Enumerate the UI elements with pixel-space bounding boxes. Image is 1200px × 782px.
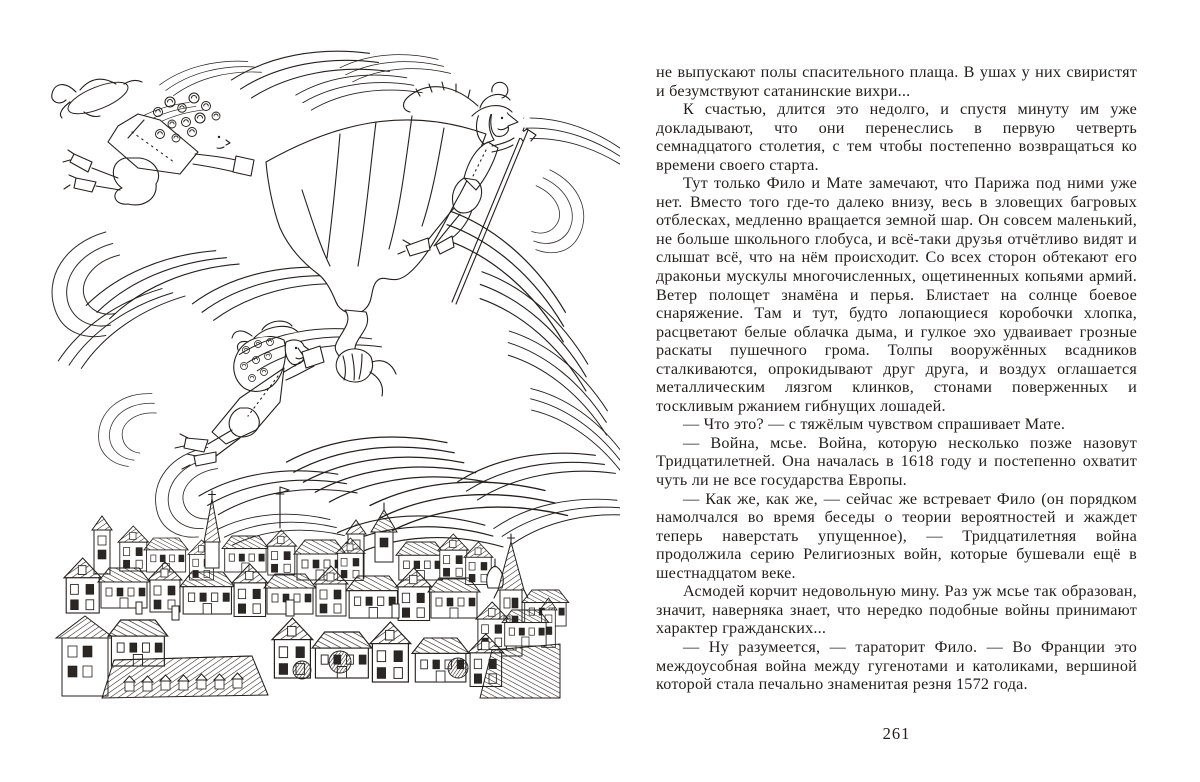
paragraph: Тут только Фило и Мате замечают, что Парижа под ними уже нет. Вместо того где-то далеко внизу, весь в зловещих багровых отблесках, медленно вращается земной шар. Он совсем маленький, не больше школьного глобуса, и всё-таки друзья отчётливо видят и слышат всё, что на нём происходит. Со всех сторон обтекают его драконьи мускулы многочисленных, ощетиненных копьями армий. Ветер полощет знамёна и перья. Блистает на солнце боевое снаряжение. Там и тут, будто лопающиеся коробочки хлопка, расцветают белые облачка дыма, и гулкое эхо удваивает грозные раскаты пушечного грома. Толпы вооружённых всадников сталкиваются, опрокидывают друг друга, и воздух оглашается металлическим лязгом клинков, стонами поверженных и тоскливым ржанием гибнущих лошадей. — [656, 174, 1137, 415]
paragraph-dialogue: — Ну разумеется, — тараторит Фило. — Во Франции это междоусобная война между гугенотами и католиками, вершиной которой стала печально знаменитая резня 1572 года. — [656, 637, 1137, 694]
paragraph-dialogue: — Как же, как же, — сейчас же встревает Фило (он порядком намолчался во время беседы о теории вероятностей и жаждет теперь наверстать упущенное), — Тридцатилетняя война продолжила серию Религиозных войн, которые бушевали ещё в шестнадцатом веке. — [656, 489, 1137, 582]
text-column — [656, 63, 1137, 694]
paragraph: К счастью, длится это недолго, и спустя минуту им уже докладывают, что они перенеслись в первую четверть семнадцатого столетия, с тем чтобы постепенно возвращаться ко времени своего старта. — [656, 100, 1137, 174]
paragraph-dialogue: — Война, мсье. Война, которую несколько позже назовут Тридцатилетней. Она началась в 1618 году и постепенно охватит чуть ли не все государства Европы. — [656, 433, 1137, 490]
paragraph: Асмодей корчит недовольную мину. Раз уж мсье так образован, значит, наверняка знает, что нередко подобные войны принимают характер гражданских... — [656, 582, 1137, 638]
paragraph: не выпускают полы спасительного плаща. В ушах у них свиристят и безумствуют сатанинские вихри... — [656, 63, 1137, 100]
paragraph-dialogue: — Что это? — с тяжёлым чувством спрашивает Мате. — [683, 415, 1066, 434]
page-number: 261 — [882, 724, 911, 743]
